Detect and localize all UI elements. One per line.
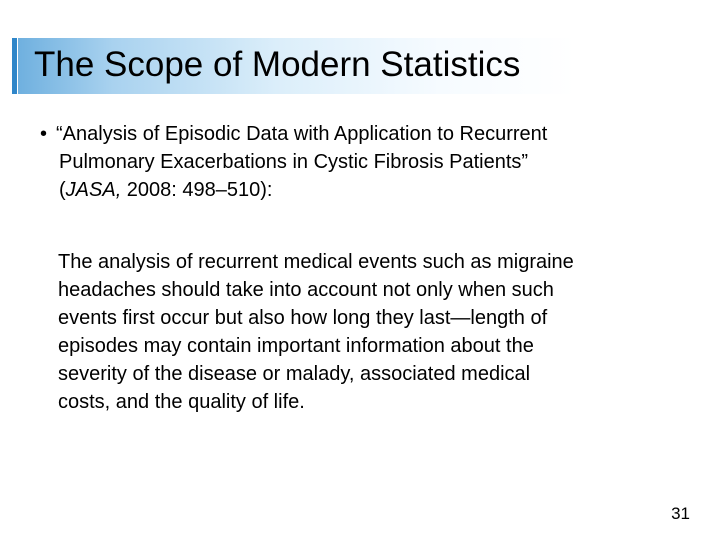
description-paragraph: [58, 248, 698, 416]
paragraph-line: events first occur but also how long they last—length of: [58, 307, 548, 329]
paragraph-line: The analysis of recurrent medical events such as migraine: [58, 251, 574, 273]
paragraph-line: episodes may contain important information about the: [58, 335, 534, 357]
citation-open-paren: (: [59, 179, 66, 201]
citation-line-2: Pulmonary Exacerbations in Cystic Fibrosis Patients”: [59, 151, 529, 173]
citation-line-1: “Analysis of Episodic Data with Application to Recurrent: [56, 123, 548, 145]
page-number: 31: [671, 504, 690, 523]
citation-details: 2008: 498–510):: [121, 179, 273, 201]
bullet-citation: [56, 120, 676, 204]
slide-title: The Scope of Modern Statistics: [34, 45, 521, 84]
title-accent-bar: [12, 38, 17, 94]
citation-line-3: [56, 176, 676, 204]
paragraph-line: severity of the disease or malady, associated medical: [58, 363, 531, 385]
paragraph-line: headaches should take into account not only when such: [58, 279, 554, 301]
bullet-icon: •: [40, 123, 48, 145]
citation-journal: JASA,: [65, 179, 122, 201]
paragraph-line: costs, and the quality of life.: [58, 391, 305, 413]
